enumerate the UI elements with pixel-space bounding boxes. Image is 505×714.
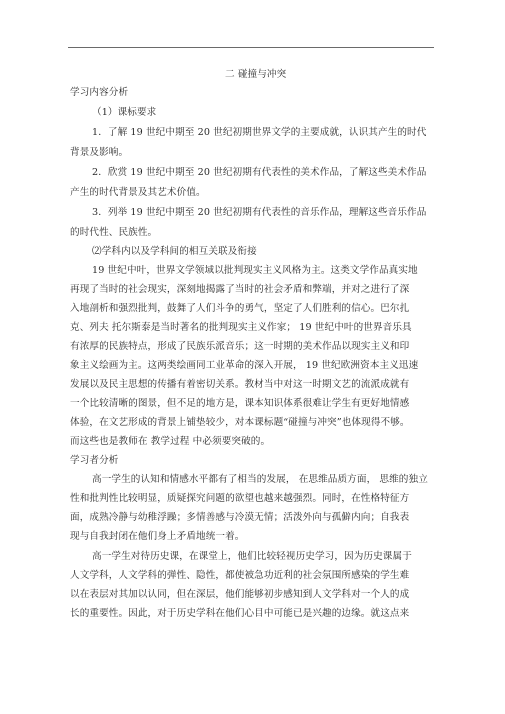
text-line: 高一学生对待历史课，在课堂上，他们比较轻视历史学习，因为历史课属于 xyxy=(92,551,412,562)
section-heading: 学习者分析 xyxy=(70,455,119,466)
text-line: 克、列夫 托尔斯泰是当时著名的批判现实主义作家； 19 世纪中叶的世界音乐具 xyxy=(70,322,412,333)
text-line: 长的重要性。因此，对于历史学科在他们心目中可能已是兴趣的边缘。就这点来 xyxy=(70,608,410,619)
subsection-heading: （1）课标要求 xyxy=(92,107,157,118)
text-line: 人文学科，人文学科的弹性、隐性，都使被急功近利的社会氛围所感染的学生难 xyxy=(70,570,410,581)
text-line: 一个比较清晰的图景，但不足的地方是，课本知识体系很难让学生有更好地情感 xyxy=(70,398,410,409)
text-line: 以在表层对其加以认同，但在深层，他们能够初步感知到人文学科对一个人的成 xyxy=(70,589,410,600)
text-line: 的时代性、民族性。 xyxy=(70,227,158,238)
header-rule xyxy=(68,47,434,48)
text-line: 背景及影响。 xyxy=(70,147,129,158)
text-line: 象主义绘画为主。这两类绘画同工业革命的深入开展， 19 世纪欧洲资本主义迅速 xyxy=(70,360,419,371)
text-line: 体验，在文艺形成的背景上铺垫较少，对本课标题“碰撞与冲突”也体现得不够。 xyxy=(70,417,410,428)
text-line: 高一学生的认知和情感水平都有了相当的发展， 在思维品质方面， 思维的独立 xyxy=(92,474,428,485)
text-line: 性和批判性比较明显，质疑探究问题的欲望也越来越强烈。同时，在性格特征方 xyxy=(70,493,410,504)
text-line: 1．了解 19 世纪中期至 20 世纪初期世界文学的主要成就，认识其产生的时代 xyxy=(92,127,427,138)
text-line: 有浓厚的民族特点，形成了民族乐派音乐；这一时期的美术作品以现实主义和印 xyxy=(70,341,410,352)
text-line: 19 世纪中叶，世界文学领域以批判现实主义风格为主。这类文学作品真实地 xyxy=(92,265,418,276)
section-heading: 学习内容分析 xyxy=(70,87,129,98)
page-title: 二 碰撞与冲突 xyxy=(225,69,287,80)
text-line: 现与自我封闭在他们身上矛盾地统一着。 xyxy=(70,531,245,542)
text-line: 面，成熟冷静与幼稚浮躁；多情善感与冷漠无情；活泼外向与孤僻内向；自我表 xyxy=(70,512,410,523)
text-line: 发展以及民主思想的传播有着密切关系。教材当中对这一时期文艺的流派成就有 xyxy=(70,379,410,390)
text-line: 入地剖析和强烈批判，鼓舞了人们斗争的勇气，坚定了人们胜利的信心。巴尔扎 xyxy=(70,303,410,314)
text-line: 产生的时代背景及其艺术价值。 xyxy=(70,187,206,198)
text-line: 再现了当时的社会现实，深刻地揭露了当时的社会矛盾和弊端，并对之进行了深 xyxy=(70,284,410,295)
subsection-heading: ⑵学科内以及学科间的相互关联及衔接 xyxy=(92,246,257,257)
text-line: 而这些也是教师在 教学过程 中必须要突破的。 xyxy=(70,436,271,447)
text-line: 3．列举 19 世纪中期至 20 世纪初期有代表性的音乐作品，理解这些音乐作品 xyxy=(92,207,427,218)
text-line: 2．欣赏 19 世纪中期至 20 世纪初期有代表性的美术作品，了解这些美术作品 xyxy=(92,167,427,178)
